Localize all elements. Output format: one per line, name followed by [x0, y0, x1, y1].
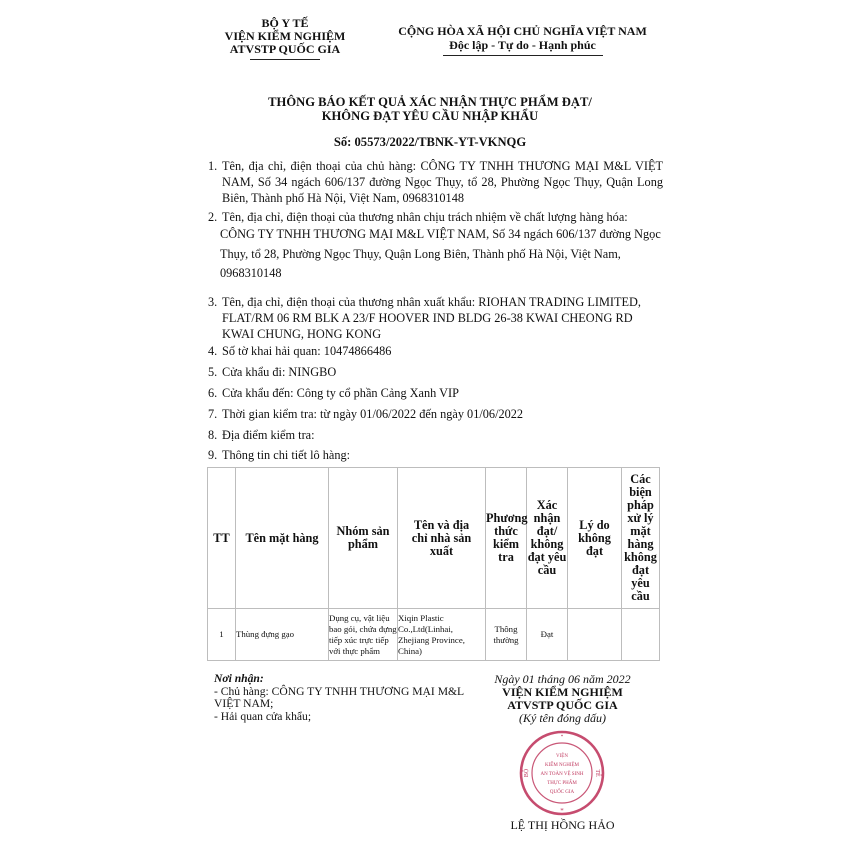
- country-name: CỘNG HÒA XÃ HỘI CHỦ NGHĨA VIỆT NAM: [398, 24, 647, 38]
- recipients-block: [214, 673, 474, 723]
- item-number: 7.: [208, 407, 218, 421]
- document-number: Số: 05573/2022/TBNK-YT-VKNQG: [333, 135, 527, 149]
- header-measures: Các biện pháp xử lý mặt hàng không đạt yêu cầu: [622, 468, 660, 609]
- item-inspection-time: [208, 406, 663, 422]
- shipment-table: [207, 467, 660, 661]
- table-row: [208, 609, 660, 661]
- item-number: 5.: [208, 365, 218, 379]
- cell-tt: 1: [208, 609, 236, 661]
- item-text: Thông tin chi tiết lô hàng:: [222, 448, 351, 462]
- cell-result: Đạt: [527, 609, 568, 661]
- item-owner: [208, 158, 663, 206]
- table-header-row: [208, 468, 660, 609]
- item-exporter: [208, 294, 663, 342]
- national-motto: Độc lập - Tự do - Hạnh phúc: [449, 38, 596, 52]
- item-arrival-port: [208, 385, 663, 401]
- sign-note: (Ký tên đóng dấu): [519, 711, 606, 725]
- item-text: Cửa khẩu đi: NINGBO: [222, 365, 337, 379]
- signer-name: LỆ THỊ HỒNG HẢO: [510, 818, 615, 832]
- signing-org-line2: ATVSTP QUỐC GIA: [507, 698, 618, 712]
- cell-reason: [568, 609, 622, 661]
- item-text: Tên, địa chỉ, điện thoại của thương nhân chịu trách nhiệm về chất lượng hàng hóa:: [222, 210, 628, 224]
- item-number: 2.: [208, 210, 218, 224]
- cell-item-name: Thùng đựng gạo: [236, 609, 329, 661]
- item-text: Tên, địa chỉ, điện thoại của chủ hàng: CÔNG TY TNHH THƯƠNG MẠI M&L VIỆT NAM, Số 34 ngách 606/137 đường Ngọc Thụy, tổ 28, Phường Ngọc Thụy, Quận Long Biên, Thành phố Hà Nội, Việt Nam, 0968310148: [222, 159, 663, 205]
- national-header: [385, 24, 660, 56]
- recipient-owner: - Chủ hàng: CÔNG TY TNHH THƯƠNG MẠI M&L VIỆT NAM;: [214, 684, 464, 710]
- ministry-name: BỘ Y TẾ: [261, 16, 309, 30]
- signature-block: [480, 673, 645, 725]
- seal-right-text: TẾ: [594, 769, 600, 777]
- cell-inspection-method: Thông thường: [486, 609, 527, 661]
- seal-line: QUỐC GIA: [549, 790, 575, 795]
- official-seal: [518, 729, 606, 817]
- recipient-customs: - Hải quan cửa khẩu;: [214, 709, 312, 723]
- item-text: Cửa khẩu đến: Công ty cổ phần Cảng Xanh VIP: [222, 386, 459, 400]
- item-shipment-details: [208, 447, 663, 463]
- item-number: 3.: [208, 295, 218, 309]
- svg-text:*: *: [560, 735, 564, 740]
- item-departure-port: [208, 364, 663, 380]
- institute-name-line2: ATVSTP QUỐC GIA: [229, 42, 341, 56]
- header-right-divider: [443, 55, 603, 56]
- item-customs-declaration: [208, 343, 663, 359]
- recipients-label: Nơi nhận:: [214, 672, 264, 685]
- header-left-divider: [250, 59, 320, 60]
- item-number: 8.: [208, 428, 218, 442]
- item-number: 1.: [208, 159, 218, 173]
- seal-line: THỰC PHẨM: [547, 781, 577, 786]
- cell-product-group: Dụng cụ, vật liệu bao gói, chứa đựng tiếp xúc trực tiếp với thực phẩm: [329, 609, 398, 661]
- item-number: 4.: [208, 344, 218, 358]
- header-result: Xác nhận đạt/ không đạt yêu cầu: [527, 468, 568, 609]
- signing-org-line1: VIỆN KIỂM NGHIỆM: [502, 685, 623, 699]
- header-product-group: Nhóm sản phẩm: [329, 468, 398, 609]
- item-text: Số tờ khai hải quan: 10474866486: [222, 344, 392, 358]
- item-inspection-location: [208, 427, 663, 443]
- item-text: Tên, địa chỉ, điện thoại của thương nhân xuất khẩu: RIOHAN TRADING LIMITED, FLAT/RM 06 RM BLK A 23/F HOOVER IND BLDG 26-38 KWAI CHEONG RD KWAI CHUNG, HONG KONG: [222, 295, 641, 341]
- header-item-name: Tên mặt hàng: [236, 468, 329, 609]
- seal-left-text: BỘ: [524, 768, 530, 778]
- item-number: 9.: [208, 448, 218, 462]
- cell-manufacturer: Xiqin Plastic Co.,Ltd(Linhai, Zhejiang Province, China): [398, 609, 486, 661]
- item-number: 6.: [208, 386, 218, 400]
- svg-text:*: *: [560, 807, 564, 815]
- issue-date: Ngày 01 tháng 06 năm 2022: [494, 672, 631, 686]
- item-text: Địa điểm kiểm tra:: [222, 428, 315, 442]
- seal-line: KIỂM NGHIỆM: [544, 763, 580, 768]
- cell-measures: [622, 609, 660, 661]
- header-manufacturer: Tên và địa chỉ nhà sản xuất: [398, 468, 486, 609]
- seal-graphic: [518, 729, 606, 817]
- document-title: [210, 96, 650, 123]
- seal-line: VIỆN: [556, 754, 568, 759]
- institute-name-line1: VIỆN KIỂM NGHIỆM: [224, 29, 346, 43]
- title-line2: KHÔNG ĐẠT YÊU CẦU NHẬP KHẨU: [321, 108, 539, 123]
- item-text-continued: CÔNG TY TNHH THƯƠNG MẠI M&L VIỆT NAM, Số 34 ngách 606/137 đường Ngọc Thụy, tổ 28, Phường Ngọc Thụy, Quận Long Biên, Thành phố Hà Nội, Việt Nam, 0968310148: [220, 227, 661, 280]
- header-reason: Lý do không đạt: [568, 468, 622, 609]
- issuer-header: [215, 17, 355, 60]
- item-text: Thời gian kiểm tra: từ ngày 01/06/2022 đến ngày 01/06/2022: [222, 407, 524, 421]
- header-inspection-method: Phương thức kiểm tra: [486, 468, 527, 609]
- item-responsible-trader: [208, 209, 663, 284]
- header-tt: TT: [208, 468, 236, 609]
- title-line1: THÔNG BÁO KẾT QUẢ XÁC NHẬN THỰC PHẨM ĐẠT/: [268, 95, 592, 109]
- seal-line: AN TOÀN VỆ SINH: [540, 772, 584, 777]
